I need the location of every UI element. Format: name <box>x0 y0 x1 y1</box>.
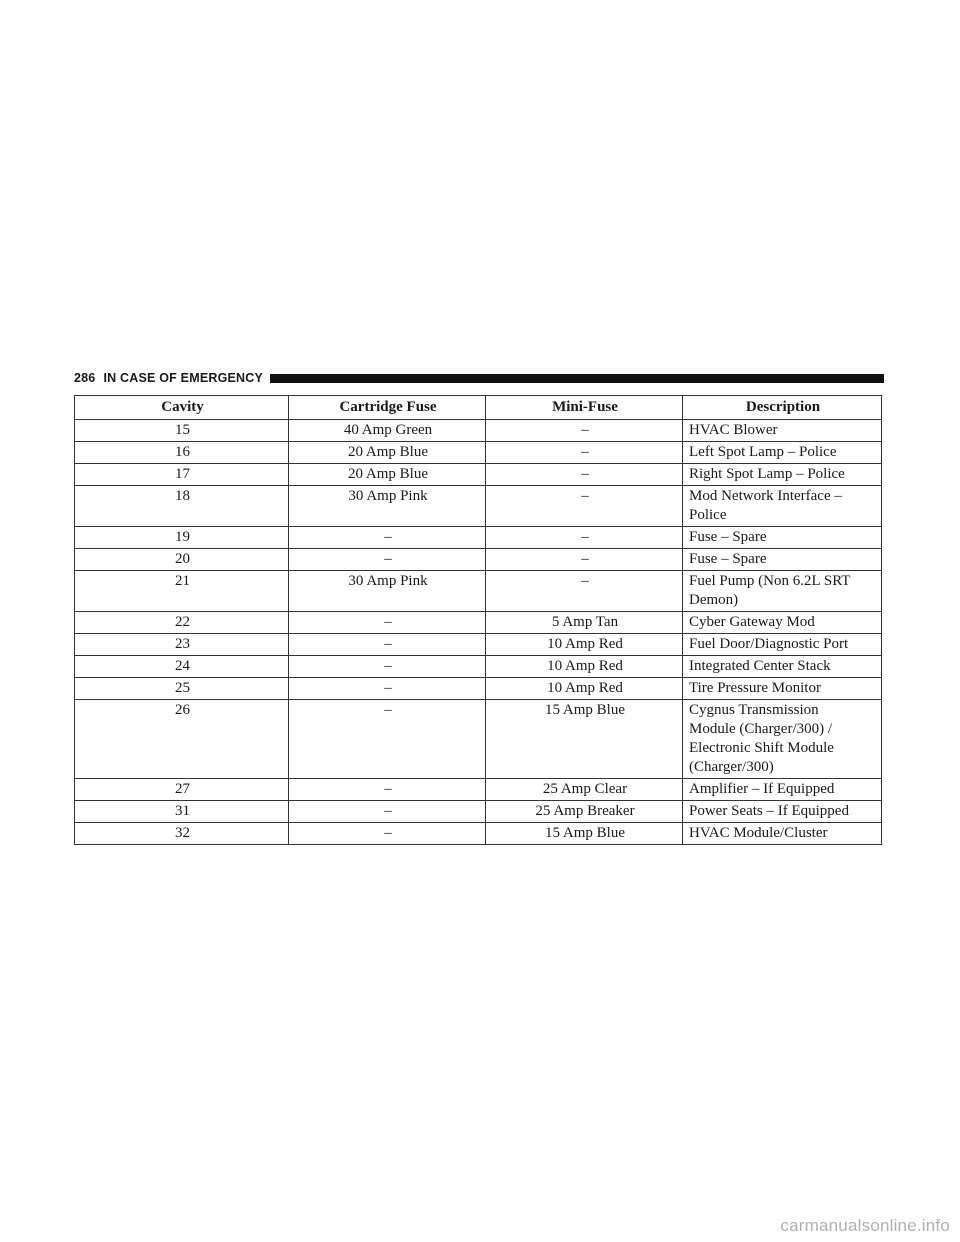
cell-mini-fuse: – <box>486 464 683 486</box>
cell-mini-fuse: 10 Amp Red <box>486 656 683 678</box>
cell-cavity: 27 <box>75 779 289 801</box>
description-line: Fuse – Spare <box>689 551 767 567</box>
cell-cartridge-fuse: – <box>289 612 486 634</box>
description-line: Cyber Gateway Mod <box>689 614 815 630</box>
cell-cavity: 23 <box>75 634 289 656</box>
table-row <box>75 420 882 442</box>
cell-cavity: 22 <box>75 612 289 634</box>
cell-mini-fuse: 25 Amp Breaker <box>486 801 683 823</box>
footer-watermark: carmanualsonline.info <box>780 1216 950 1235</box>
cell-cartridge-fuse: – <box>289 527 486 549</box>
description-line: HVAC Module/Cluster <box>689 825 828 841</box>
cell-mini-fuse: 25 Amp Clear <box>486 779 683 801</box>
column-header-mini-fuse: Mini-Fuse <box>486 396 683 420</box>
cell-cavity: 32 <box>75 823 289 845</box>
cell-description <box>683 420 882 442</box>
fuse-table <box>74 395 882 845</box>
cell-mini-fuse: 10 Amp Red <box>486 634 683 656</box>
page-number: 286 <box>74 371 96 385</box>
description-line: Mod Network Interface – <box>689 488 842 504</box>
cell-description <box>683 700 882 779</box>
cell-description <box>683 464 882 486</box>
table-row <box>75 700 882 779</box>
table-row <box>75 612 882 634</box>
cell-description <box>683 549 882 571</box>
cell-description <box>683 571 882 612</box>
cell-description <box>683 678 882 700</box>
description-line: Power Seats – If Equipped <box>689 803 849 819</box>
description-line: Integrated Center Stack <box>689 658 831 674</box>
table-row <box>75 571 882 612</box>
table-row <box>75 779 882 801</box>
cell-cartridge-fuse: – <box>289 678 486 700</box>
cell-description <box>683 442 882 464</box>
cell-cartridge-fuse: – <box>289 801 486 823</box>
description-line: HVAC Blower <box>689 422 778 438</box>
column-header-description: Description <box>683 396 882 420</box>
cell-cavity: 18 <box>75 486 289 527</box>
cell-cartridge-fuse: 20 Amp Blue <box>289 442 486 464</box>
cell-mini-fuse: – <box>486 549 683 571</box>
cell-description <box>683 527 882 549</box>
table-row <box>75 823 882 845</box>
table-header-row <box>75 396 882 420</box>
table-row <box>75 801 882 823</box>
cell-cartridge-fuse: – <box>289 823 486 845</box>
cell-mini-fuse: – <box>486 486 683 527</box>
cell-cavity: 19 <box>75 527 289 549</box>
description-line: Demon) <box>689 592 739 608</box>
cell-cartridge-fuse: – <box>289 656 486 678</box>
cell-cavity: 24 <box>75 656 289 678</box>
cell-mini-fuse: – <box>486 420 683 442</box>
cell-mini-fuse: 10 Amp Red <box>486 678 683 700</box>
cell-description <box>683 634 882 656</box>
cell-description <box>683 656 882 678</box>
description-line: Police <box>689 507 727 523</box>
description-line: Module (Charger/300) / <box>689 721 833 737</box>
cell-cavity: 20 <box>75 549 289 571</box>
table-row <box>75 486 882 527</box>
cell-mini-fuse: – <box>486 527 683 549</box>
cell-mini-fuse: 15 Amp Blue <box>486 700 683 779</box>
table-row <box>75 442 882 464</box>
description-line: Amplifier – If Equipped <box>689 781 835 797</box>
table-row <box>75 527 882 549</box>
description-line: Fuel Door/Diagnostic Port <box>689 636 849 652</box>
cell-cavity: 26 <box>75 700 289 779</box>
column-header-cavity: Cavity <box>75 396 289 420</box>
cell-cavity: 21 <box>75 571 289 612</box>
table-row <box>75 549 882 571</box>
column-header-cartridge-fuse: Cartridge Fuse <box>289 396 486 420</box>
description-line: Cygnus Transmission <box>689 702 819 718</box>
cell-cartridge-fuse: 30 Amp Pink <box>289 571 486 612</box>
cell-description <box>683 779 882 801</box>
description-line: Fuel Pump (Non 6.2L SRT <box>689 573 851 589</box>
cell-description <box>683 486 882 527</box>
description-line: Tire Pressure Monitor <box>689 680 821 696</box>
cell-cavity: 25 <box>75 678 289 700</box>
description-line: Electronic Shift Module <box>689 740 834 756</box>
cell-description <box>683 801 882 823</box>
page-header <box>74 370 884 386</box>
cell-mini-fuse: – <box>486 571 683 612</box>
table-row <box>75 634 882 656</box>
cell-cavity: 15 <box>75 420 289 442</box>
cell-cartridge-fuse: – <box>289 634 486 656</box>
description-line: Right Spot Lamp – Police <box>689 466 845 482</box>
description-line: Left Spot Lamp – Police <box>689 444 837 460</box>
cell-mini-fuse: – <box>486 442 683 464</box>
cell-cavity: 16 <box>75 442 289 464</box>
cell-mini-fuse: 15 Amp Blue <box>486 823 683 845</box>
cell-description <box>683 823 882 845</box>
table-row <box>75 656 882 678</box>
cell-cartridge-fuse: – <box>289 700 486 779</box>
cell-cartridge-fuse: 40 Amp Green <box>289 420 486 442</box>
cell-cartridge-fuse: 20 Amp Blue <box>289 464 486 486</box>
table-row <box>75 464 882 486</box>
header-rule-bar <box>270 374 884 383</box>
cell-mini-fuse: 5 Amp Tan <box>486 612 683 634</box>
table-row <box>75 678 882 700</box>
cell-cavity: 17 <box>75 464 289 486</box>
cell-cartridge-fuse: – <box>289 549 486 571</box>
description-line: Fuse – Spare <box>689 529 767 545</box>
description-line: (Charger/300) <box>689 759 774 775</box>
section-title: IN CASE OF EMERGENCY <box>103 371 264 385</box>
table-body <box>75 420 882 845</box>
cell-cavity: 31 <box>75 801 289 823</box>
cell-cartridge-fuse: 30 Amp Pink <box>289 486 486 527</box>
cell-cartridge-fuse: – <box>289 779 486 801</box>
cell-description <box>683 612 882 634</box>
